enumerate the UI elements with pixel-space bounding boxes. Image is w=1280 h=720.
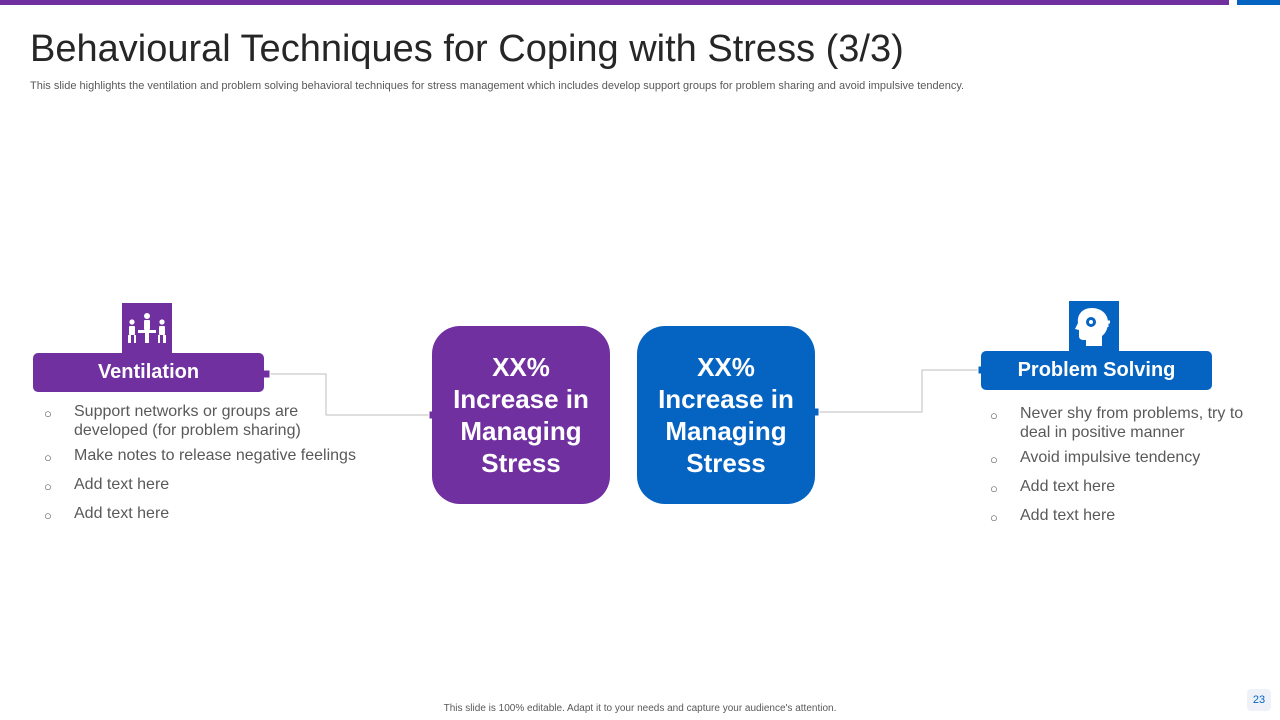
bullet-circle-icon: ○ (44, 406, 52, 421)
stat-text-line: Increase in (453, 384, 589, 414)
connector-right (815, 370, 982, 412)
slide-title: Behavioural Techniques for Coping with Stress (3/3) (30, 28, 904, 70)
stat-text-line: Managing (665, 416, 787, 446)
page-number: 23 (1247, 689, 1271, 711)
list-item (34, 402, 364, 440)
problem-solving-icon-box (1069, 301, 1119, 351)
bullet-circle-icon: ○ (44, 508, 52, 523)
problem-solving-label: Problem Solving (981, 351, 1212, 390)
bullet-text: Never shy from problems, try to deal in positive manner (1020, 405, 1244, 441)
list-item (34, 475, 364, 494)
list-item (980, 404, 1260, 442)
bullet-circle-icon: ○ (44, 479, 52, 494)
list-item (34, 446, 364, 465)
bullet-text: Add text here (1020, 478, 1116, 495)
bullet-text: Add text here (74, 476, 170, 493)
problem-solving-bullet-list (980, 404, 1260, 531)
slide-subtitle: This slide highlights the ventilation and problem solving behavioral techniques for stress management which includes develop support groups for problem sharing and avoid impulsive tendency. (30, 80, 965, 92)
bullet-text: Make notes to release negative feelings (74, 447, 356, 464)
stat-card-purple (432, 326, 610, 504)
stat-value: XX% (492, 352, 550, 382)
stat-text-line: Stress (481, 448, 561, 478)
list-item (980, 506, 1260, 525)
stat-text-line: Stress (686, 448, 766, 478)
slide-footer: This slide is 100% editable. Adapt it to your needs and capture your audience's attention. (443, 703, 837, 714)
ventilation-bullet-list (34, 402, 364, 529)
bullet-circle-icon: ○ (990, 510, 998, 525)
stat-text-line: Increase in (658, 384, 794, 414)
bullet-text: Support networks or groups are developed (for problem sharing) (74, 403, 301, 439)
stat-value: XX% (697, 352, 755, 382)
list-item (980, 477, 1260, 496)
bullet-text: Add text here (74, 505, 170, 522)
list-item (34, 504, 364, 523)
stat-text-line: Managing (460, 416, 582, 446)
ventilation-label: Ventilation (33, 353, 264, 392)
bullet-circle-icon: ○ (44, 450, 52, 465)
stat-card-blue (637, 326, 815, 504)
bullet-text: Add text here (1020, 507, 1116, 524)
head-key-icon (1072, 305, 1116, 347)
ventilation-icon-box (122, 303, 172, 353)
bullet-text: Avoid impulsive tendency (1020, 449, 1201, 466)
bullet-circle-icon: ○ (990, 481, 998, 496)
bullet-circle-icon: ○ (990, 452, 998, 467)
list-item (980, 448, 1260, 467)
bullet-circle-icon: ○ (990, 408, 998, 423)
meeting-table-icon (125, 308, 169, 348)
